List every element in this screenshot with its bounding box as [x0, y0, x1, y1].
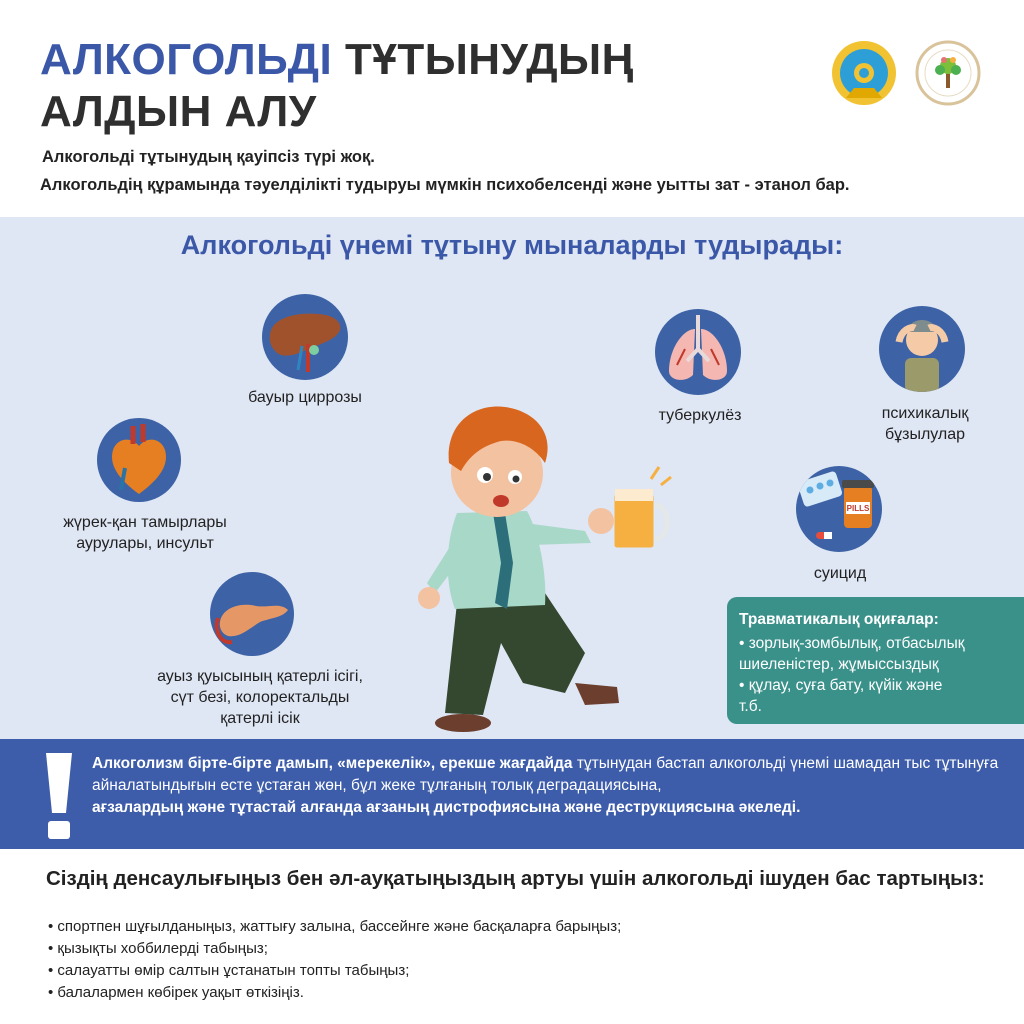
- label-pancreas-line-3: қатерлі ісік: [220, 710, 300, 727]
- heart-circle: [97, 418, 181, 502]
- exclamation-icon: [36, 749, 82, 841]
- label-pancreas-line-2: сүт безі, колоректальды: [170, 689, 350, 706]
- panel-title: Алкогольді үнемі тұтыну мыналарды тудырады:: [180, 230, 844, 260]
- warning-text-1: тұтынудан бастап алкогольді үнемі шамадан тыс тұтынуға айналатындығын есте ұстаған жөн, бұл жеке тұлғаның толық деградациясына,: [92, 755, 999, 794]
- pills-icon: [796, 466, 882, 552]
- drunk-boy-illustration: [405, 393, 680, 738]
- liver-circle: [262, 294, 348, 380]
- label-mental-line-2: бұзылулар: [884, 426, 966, 443]
- title-accent: АЛКОГОЛЬДІ: [40, 35, 333, 84]
- title-line-2: АЛДЫН АЛУ: [40, 87, 317, 136]
- warning-band: [0, 739, 1024, 849]
- trauma-line-3: • құлау, суға бату, күйік және: [739, 677, 943, 694]
- label-mental-line-1: психикалық: [881, 405, 969, 422]
- mental-circle: [879, 306, 965, 392]
- heart-icon: [97, 418, 181, 502]
- trauma-line-2: шиеленістер, жұмыссыздық: [739, 656, 939, 673]
- pancreas-icon: [210, 572, 294, 656]
- advice-item: • қызықты хоббилерді табыңыз;: [48, 938, 621, 960]
- headache-person-icon: [879, 306, 965, 392]
- label-heart-line-1: жүрек-қан тамырлары: [63, 514, 227, 531]
- warning-text: [92, 753, 1002, 819]
- label-pancreas: [130, 666, 390, 729]
- trauma-line-4: т.б.: [739, 698, 762, 715]
- advice-item: • салауатты өмір салтын ұстанатын топты табыңыз;: [48, 960, 621, 982]
- trauma-title: Травматикалық оқиғалар:: [739, 611, 939, 628]
- advice-list: [48, 916, 621, 1004]
- label-mental: [850, 403, 1000, 445]
- pill-bottle-label: PILLS: [846, 504, 870, 513]
- liver-icon: [262, 294, 348, 380]
- label-liver: бауыр циррозы: [248, 389, 362, 406]
- warning-bold-2: ағзалардың және тұтастай алғанда ағзаның дистрофиясына және деструкциясына әкеледі.: [92, 799, 801, 816]
- title-rest: ТҰТЫНУДЫҢ: [344, 35, 634, 84]
- label-heart-line-2: аурулары, инсульт: [76, 535, 214, 552]
- label-pancreas-line-1: ауыз қуысының қатерлі ісігі,: [157, 668, 363, 685]
- title-line-1: [40, 34, 634, 86]
- label-lungs: туберкулёз: [658, 407, 742, 424]
- pancreas-circle: [210, 572, 294, 656]
- advice-title: Сіздің денсаулығыңыз бен әл-ауқатыңыздың артуы үшін алкогольді ішуден бас тартыңыз:: [46, 867, 985, 890]
- lead-statement-1: Алкогольді тұтынудың қауіпсіз түрі жоқ.: [42, 148, 375, 166]
- lungs-circle: [655, 309, 741, 395]
- pills-circle: [796, 466, 882, 552]
- emblems: [828, 38, 984, 108]
- state-emblem-icon: [828, 38, 984, 108]
- lungs-icon: [655, 309, 741, 395]
- page-title: [40, 34, 634, 138]
- advice-item: • спортпен шұғылданыңыз, жаттығу залына, бассейнге және басқаларға барыңыз;: [48, 916, 621, 938]
- trauma-line-1: • зорлық-зомбылық, отбасылық: [739, 635, 965, 652]
- advice-item: • балалармен көбірек уақыт өткізіңіз.: [48, 982, 621, 1004]
- trauma-box: [727, 597, 1024, 724]
- warning-bold-1: Алкоголизм бірте-бірте дамып, «мерекелік», ерекше жағдайда: [92, 755, 573, 772]
- label-heart: [30, 512, 260, 554]
- lead-statement-2: Алкогольдің құрамында тәуелділікті тудыруы мүмкін психобелсенді және уытты зат - этанол бар.: [40, 176, 850, 194]
- label-suicide: суицид: [813, 565, 867, 582]
